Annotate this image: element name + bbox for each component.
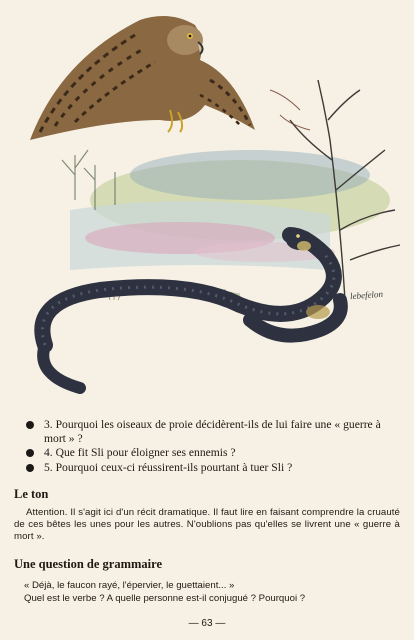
question-text: 4. Que fit Sli pour éloigner ses ennemis ? xyxy=(44,446,236,459)
grammar-block xyxy=(24,580,404,605)
section-title-ton: Le ton xyxy=(14,487,49,501)
bullet-icon xyxy=(26,421,34,429)
ton-paragraph xyxy=(14,507,400,543)
list-item xyxy=(22,461,392,475)
question-text: 5. Pourquoi ceux-ci réussirent-ils pourtant à tuer Sli ? xyxy=(44,460,293,474)
hawk xyxy=(30,16,255,140)
list-item xyxy=(22,446,392,460)
section-title-grammaire: Une question de grammaire xyxy=(14,557,163,571)
artist-signature: lebefelon xyxy=(349,288,384,302)
list-item xyxy=(22,418,392,445)
grammar-quote: « Déjà, le faucon rayé, l'épervier, le guettaient... » xyxy=(24,580,235,591)
question-list xyxy=(22,418,392,475)
grammar-question: Quel est le verbe ? A quelle personne est-il conjugué ? Pourquoi ? xyxy=(24,592,306,604)
question-text: 3. Pourquoi les oiseaux de proie décidèrent-ils de lui faire une « guerre à mort » ? xyxy=(44,418,381,445)
bullet-icon xyxy=(26,464,34,472)
bullet-icon xyxy=(26,449,34,457)
ton-text: Attention. Il s'agit ici d'un récit dramatique. Il faut lire en faisant comprendre la cruauté de ces bêtes les unes pour les autres. N'oublions pas qu'elles se livrent une « guerre à mort ». xyxy=(14,507,400,542)
page-number: — 63 — xyxy=(188,618,226,629)
